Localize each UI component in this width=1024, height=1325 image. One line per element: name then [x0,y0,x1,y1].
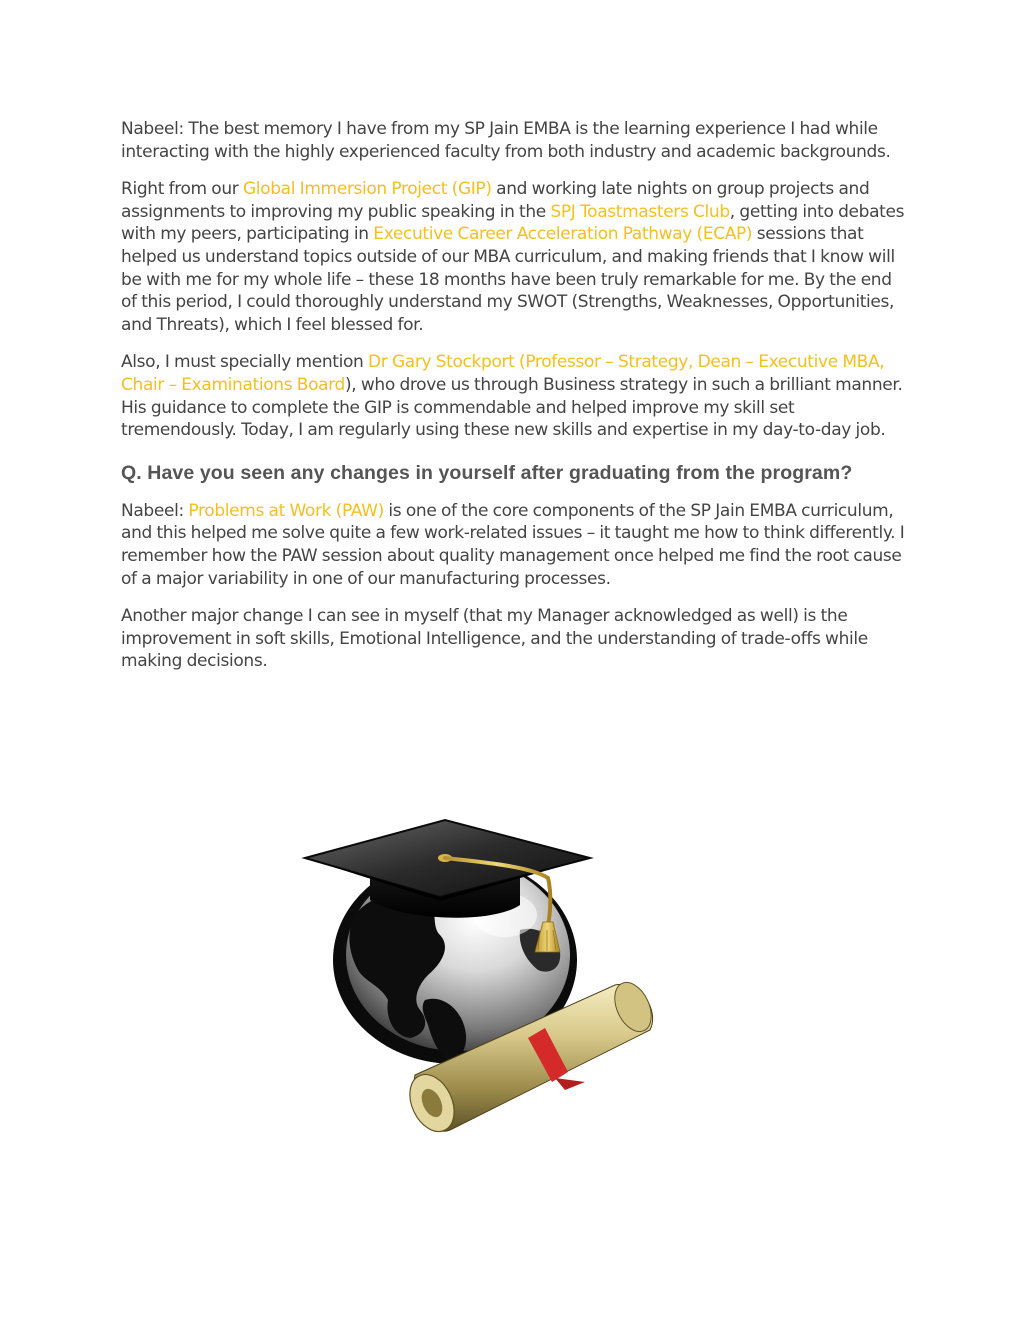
paragraph-text: ), who drove us through Business strategy in such a brilliant manner. His guidance to complete the GIP is commendable and helped improve my skill set tremendously. Today, I am regularly using these new skills and expertise in my day-to-day job. [121,374,903,441]
paragraph-text: Another major change I can see in myself (that my Manager acknowledged as well) is the improvement in soft skills, Emotional Intelligence, and the understanding of trade-offs while making decisions. [121,606,868,672]
paragraph-text: Right from our [121,179,243,200]
paragraph-text: is one of the core components of the SP Jain EMBA curriculum, and this helped me solve quite a few work-related issues – it taught me how to think differently. I remember how the PAW session about quality management once helped me find the root cause of a major variability in one of our manufacturing processes. [121,500,905,589]
paragraph-text: Nabeel: The best memory I have from my SP Jain EMBA is the learning experience I had while interacting with the highly experienced faculty from both industry and academic backgrounds. [121,119,891,162]
question-heading: Q. Have you seen any changes in yourself after graduating from the program? [121,461,853,484]
link-global-immersion-project[interactable]: Global Immersion Project (GIP) [242,179,492,200]
graduation-cap-globe-diploma-icon [300,815,665,1145]
article-body [121,118,907,688]
paragraph-text: sessions that helped us understand topics outside of our MBA curriculum, and making friends that I know will be with me for my whole life – these 18 months have been truly remarkable for me. By the end of this period, I could thoroughly understand my SWOT (Strengths, Weaknesses, Opportunities, and Threats), which I feel blessed for. [121,224,895,335]
paragraph-mention [121,351,907,441]
link-spj-toastmasters-club[interactable]: SPJ Toastmasters Club [550,201,730,222]
paragraph-experience [121,178,907,336]
paragraph-soft-skills [121,605,907,673]
paragraph-text: Nabeel: [121,500,189,521]
link-dr-gary-stockport[interactable]: Dr Gary Stockport (Professor – Strategy, Dean – Executive MBA, Chair – Examinations Board [121,352,885,395]
paragraph-paw [121,500,907,590]
paragraph-text: and working late nights on group projects and assignments to improving my public speaking in the [121,179,870,222]
link-ecap[interactable]: Executive Career Acceleration Pathway (ECAP) [373,224,753,245]
paragraph-best-memory [121,118,907,163]
paragraph-text: , getting into debates with my peers, participating in [121,201,905,245]
link-problems-at-work[interactable]: Problems at Work (PAW) [188,500,384,521]
paragraph-text: Also, I must specially mention [121,352,369,373]
